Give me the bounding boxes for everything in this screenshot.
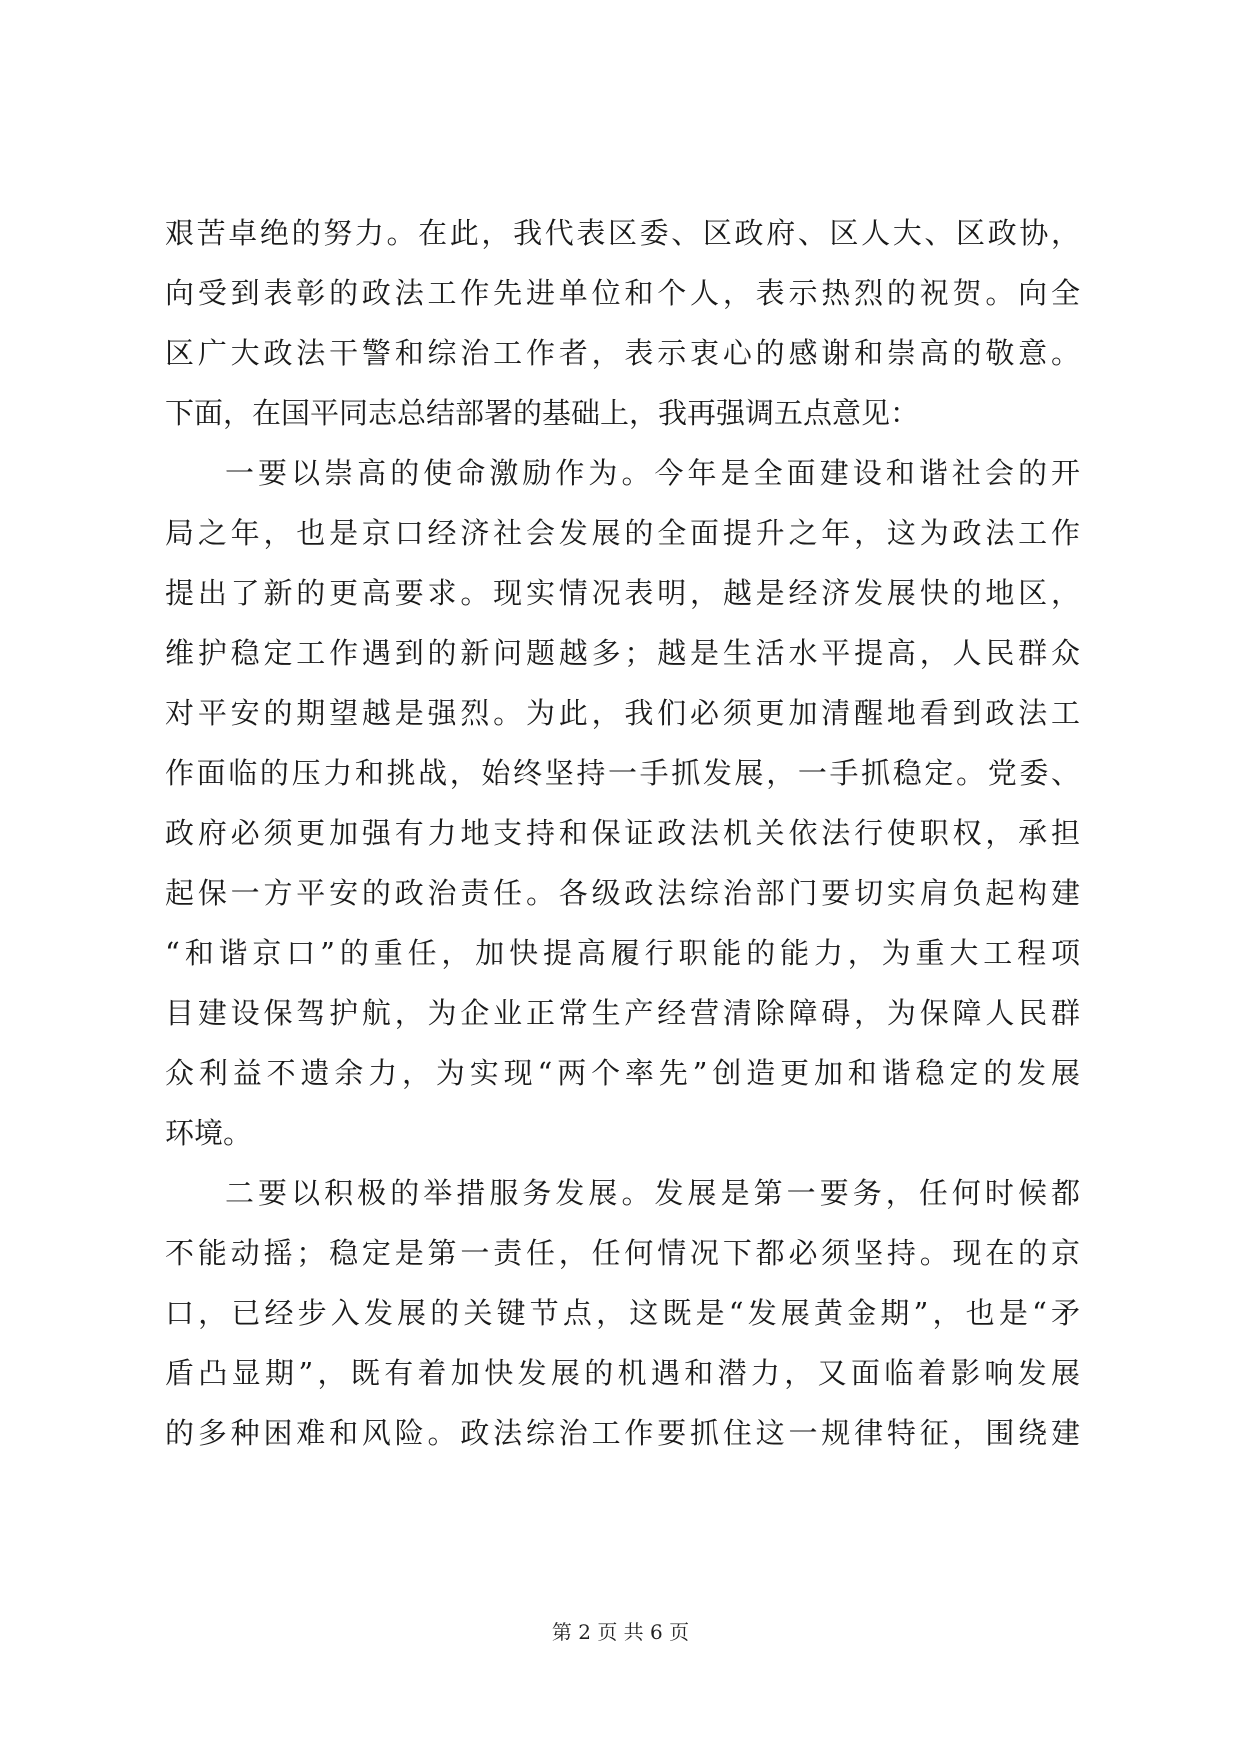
text-line: 局之年，也是京口经济社会发展的全面提升之年，这为政法工作 bbox=[165, 516, 1080, 550]
page-footer bbox=[0, 1617, 1241, 1647]
text-line: 维护稳定工作遇到的新问题越多；越是生活水平提高，人民群众 bbox=[165, 636, 1080, 670]
text-line: 一要以崇高的使命激励作为。今年是全面建设和谐社会的开 bbox=[225, 456, 1080, 490]
text-line: 向受到表彰的政法工作先进单位和个人，表示热烈的祝贺。向全 bbox=[165, 276, 1080, 310]
text-line: 的多种困难和风险。政法综治工作要抓住这一规律特征，围绕建 bbox=[165, 1416, 1080, 1450]
text-line: 政府必须更加强有力地支持和保证政法机关依法行使职权，承担 bbox=[165, 816, 1080, 850]
text-line: 盾凸显期”，既有着加快发展的机遇和潜力，又面临着影响发展 bbox=[165, 1356, 1080, 1390]
text-line: 下面，在国平同志总结部署的基础上，我再强调五点意见： bbox=[165, 396, 920, 430]
text-line: 口，已经步入发展的关键节点，这既是“发展黄金期”，也是“矛 bbox=[165, 1296, 1080, 1330]
text-line: 众利益不遗余力，为实现“两个率先”创造更加和谐稳定的发展 bbox=[165, 1056, 1080, 1090]
text-line: 不能动摇；稳定是第一责任，任何情况下都必须坚持。现在的京 bbox=[165, 1236, 1080, 1270]
text-line: 目建设保驾护航，为企业正常生产经营清除障碍，为保障人民群 bbox=[165, 996, 1080, 1030]
text-line: 提出了新的更高要求。现实情况表明，越是经济发展快的地区， bbox=[165, 576, 1080, 610]
text-line: “和谐京口”的重任，加快提高履行职能的能力，为重大工程项 bbox=[165, 936, 1080, 970]
text-line: 作面临的压力和挑战，始终坚持一手抓发展，一手抓稳定。党委、 bbox=[165, 756, 1080, 790]
text-line: 环境。 bbox=[165, 1116, 253, 1150]
body-text bbox=[165, 203, 1080, 1463]
page-number: 第 2 页 共 6 页 bbox=[551, 1620, 690, 1644]
text-line: 对平安的期望越是强烈。为此，我们必须更加清醒地看到政法工 bbox=[165, 696, 1080, 730]
text-line: 二要以积极的举措服务发展。发展是第一要务，任何时候都 bbox=[225, 1176, 1080, 1210]
text-line: 区广大政法干警和综治工作者，表示衷心的感谢和崇高的敬意。 bbox=[165, 336, 1080, 370]
text-line: 起保一方平安的政治责任。各级政法综治部门要切实肩负起构建 bbox=[165, 876, 1080, 910]
text-line: 艰苦卓绝的努力。在此，我代表区委、区政府、区人大、区政协， bbox=[165, 216, 1080, 250]
